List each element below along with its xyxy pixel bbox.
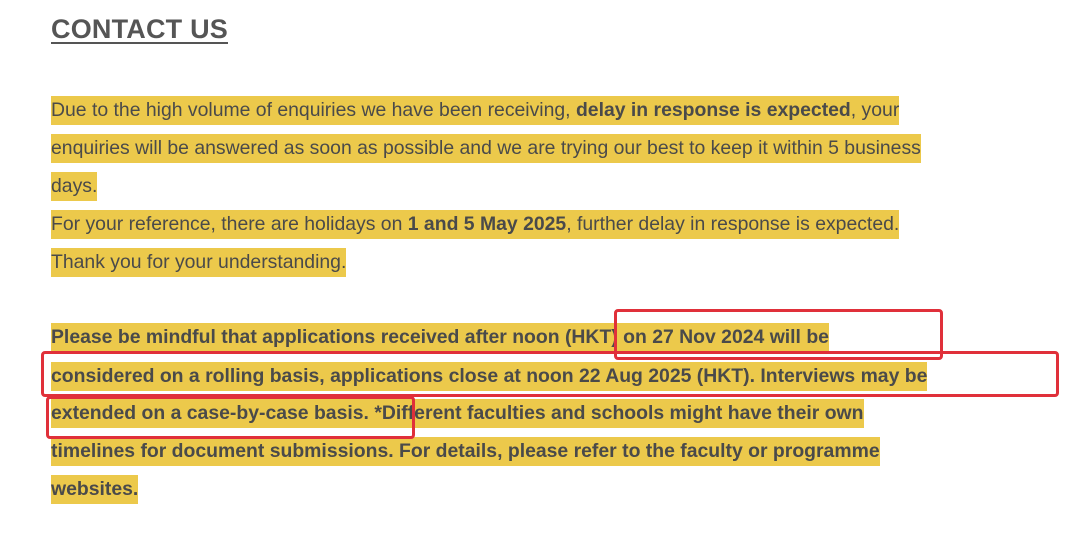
para1-text: , your xyxy=(850,99,900,121)
para1-line-3 xyxy=(51,170,97,202)
para1-bold-holidays: 1 and 5 May 2025 xyxy=(407,213,567,235)
notice-text: websites. xyxy=(51,475,138,504)
para1-text: Thank you for your understanding. xyxy=(51,248,346,277)
para1-text: , further delay in response is expected. xyxy=(566,213,900,235)
para1-text: For your reference, there are holidays on xyxy=(51,213,408,235)
notice-text: Please be mindful that applications received after noon (HKT) on 27 Nov 2024 will be xyxy=(51,323,829,352)
notice-line-1 xyxy=(51,321,829,353)
notice-text: extended on a case-by-case basis. *Different faculties and schools might have their own xyxy=(51,399,864,428)
notice-line-5 xyxy=(51,473,138,505)
notice-text: timelines for document submissions. For details, please refer to the faculty or programme xyxy=(51,437,880,466)
para1-bold-delay: delay in response is expected xyxy=(575,99,851,121)
para1-line-2 xyxy=(51,132,921,164)
para1-text: Due to the high volume of enquiries we have been receiving, xyxy=(51,99,576,121)
para1-text: days. xyxy=(51,172,97,201)
para1-line-1 xyxy=(51,94,899,126)
para1-line-4 xyxy=(51,208,899,240)
para1-line-5 xyxy=(51,246,346,278)
para1-text: enquiries will be answered as soon as possible and we are trying our best to keep it within 5 business xyxy=(51,134,921,163)
page-title: CONTACT US xyxy=(51,14,228,44)
notice-line-2 xyxy=(51,360,927,392)
notice-line-3 xyxy=(51,397,864,429)
notice-line-4 xyxy=(51,435,880,467)
notice-text: considered on a rolling basis, applications close at noon 22 Aug 2025 (HKT). Interviews may be xyxy=(51,362,927,391)
